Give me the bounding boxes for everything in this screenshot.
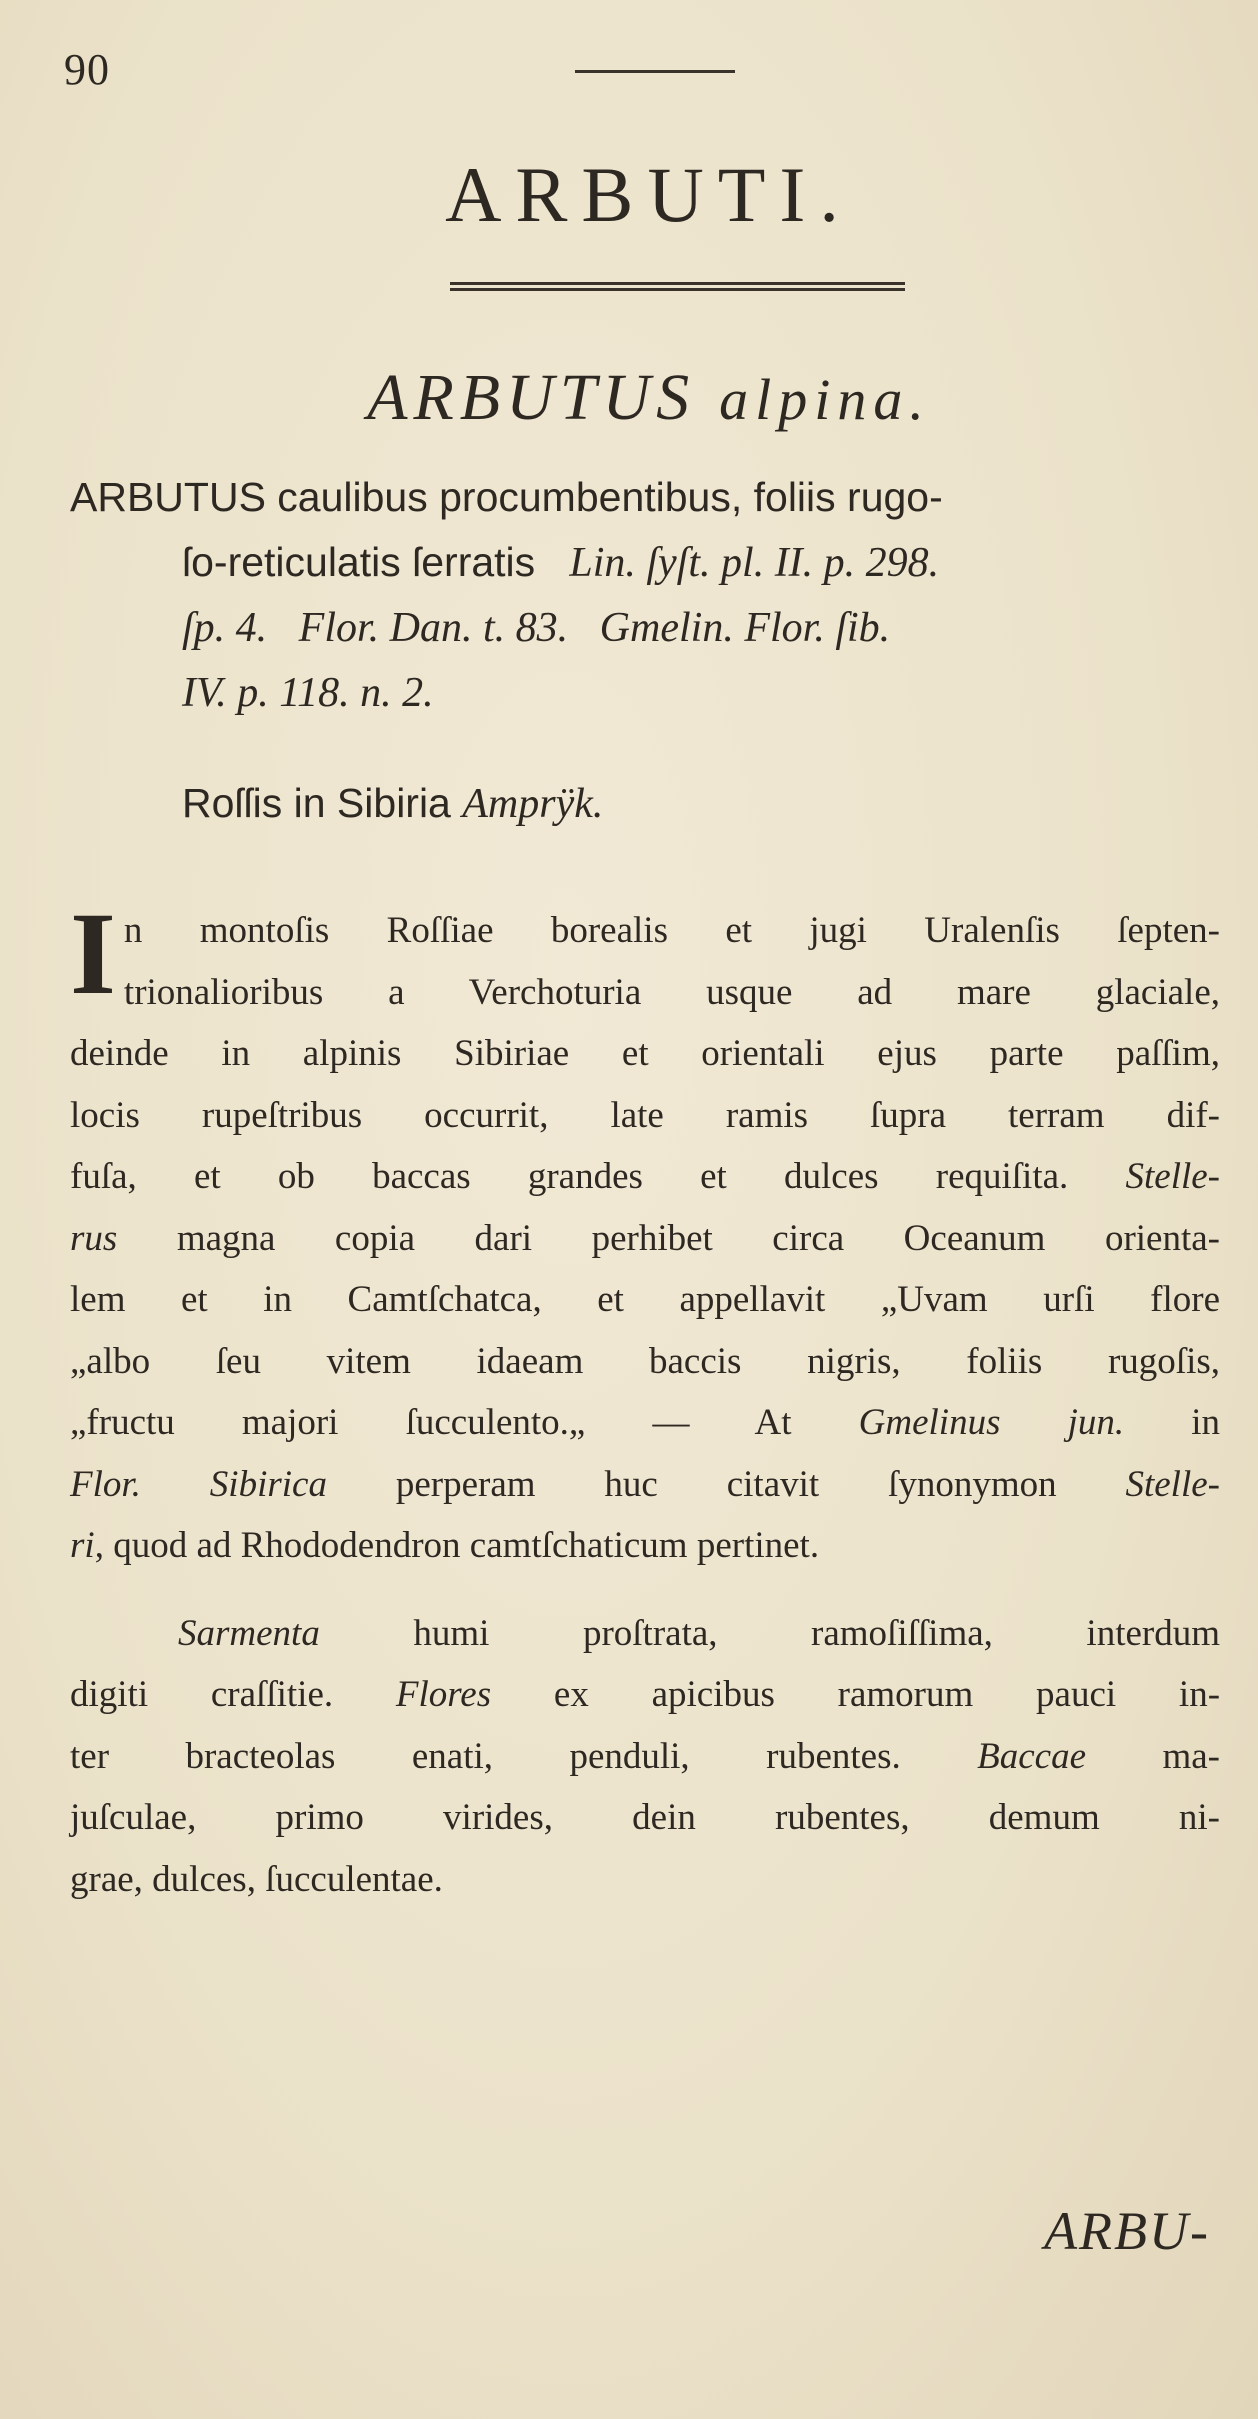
text-line [70,1208,1220,1270]
diagnosis [70,465,1230,726]
text-line: juſculae, primo virides, dein rubentes, demum ni- [70,1797,1220,1838]
paragraph [70,1603,1220,1911]
diagnosis-reference: Lin. ſyſt. pl. II. p. 298. [569,540,940,586]
text-line: locis rupeſtribus occurrit, late ramis ſupra terram dif- [70,1094,1220,1136]
text-line: trionalioribus a Verchoturia usque ad mare glaciale, [123,971,1220,1013]
text-italic: Stelle- [1125,1463,1220,1505]
text-segment: perperam huc citavit ſynonymon [395,1463,1057,1505]
text-segment: digiti craſſitie. [70,1674,334,1715]
text-line: grae, dulces, ſucculentae. [70,1858,443,1900]
text-italic: Baccae [977,1735,1087,1777]
diagnosis-line: ARBUTUS caulibus procumbentibus, foliis rugo- [70,474,943,520]
locality-text: Roſſis in Sibiria [182,780,451,826]
text-line [70,1726,1220,1788]
text-segment: ex apicibus ramorum pauci in- [553,1674,1221,1715]
text-line: n montoſis Roſſiae borealis et jugi Uralenſis ſepten- [123,910,1220,951]
diagnosis-reference: IV. p. 118. n. 2. [182,670,434,716]
section-title: ARBUTI. [445,151,853,238]
locality [182,780,603,828]
text-italic: Sarmenta [178,1612,320,1654]
body-text [70,888,1221,1910]
text-line [70,1603,1220,1665]
text-segment: ma- [1162,1735,1220,1777]
text-segment: „fructu majori ſucculento.„ — At [70,1402,792,1443]
text-italic: Gmelinus jun. [858,1402,1125,1443]
species-genus: ARBUTUS [367,361,696,434]
text-segment: in [1191,1402,1220,1443]
catchword: ARBU- [1044,2201,1210,2261]
text-segment: fuſa, et ob baccas grandes et dulces requiſita. [70,1156,1069,1197]
species-title [0,360,1258,436]
paragraph [70,888,1221,1577]
species-epithet: alpina. [719,367,931,432]
diagnosis-text: ſo-reticulatis ſerratis [182,539,536,585]
text-segment: magna copia dari perhibet circa Oceanum orienta- [176,1217,1220,1259]
page-number: 90 [64,45,110,94]
diagnosis-reference: ſp. 4. Flor. Dan. t. 83. Gmelin. Flor. ſib. [182,605,891,651]
text-line [70,1454,1220,1516]
text-line: „albo ſeu vitem idaeam baccis nigris, foliis rugoſis, [70,1340,1220,1382]
vernacular-name: Amprÿk. [462,781,604,827]
diagnosis-line [70,530,1230,596]
text-italic: Stelle- [1125,1156,1221,1197]
text-line [70,1664,1220,1726]
text-segment: humi proſtrata, ramoſiſſima, interdum [413,1612,1221,1654]
text-italic: ri [70,1525,95,1566]
text-line [70,1392,1220,1454]
text-line [70,1146,1220,1208]
drop-initial: I [70,888,116,1019]
text-line: lem et in Camtſchatca, et appellavit „Uvam urſi flore [70,1279,1220,1320]
text-italic: Flores [395,1674,492,1715]
text-line [70,1515,1220,1577]
text-italic: Flor. Sibirica [70,1463,327,1505]
text-segment: ter bracteolas enati, penduli, rubentes. [70,1735,901,1777]
top-rule [575,70,735,73]
double-rule [450,282,905,291]
text-line: deinde in alpinis Sibiriae et orientali ejus parte paſſim, [70,1033,1220,1074]
text-italic: rus [70,1217,118,1259]
text-segment: , quod ad Rhododendron camtſchaticum pertinet. [94,1525,820,1566]
